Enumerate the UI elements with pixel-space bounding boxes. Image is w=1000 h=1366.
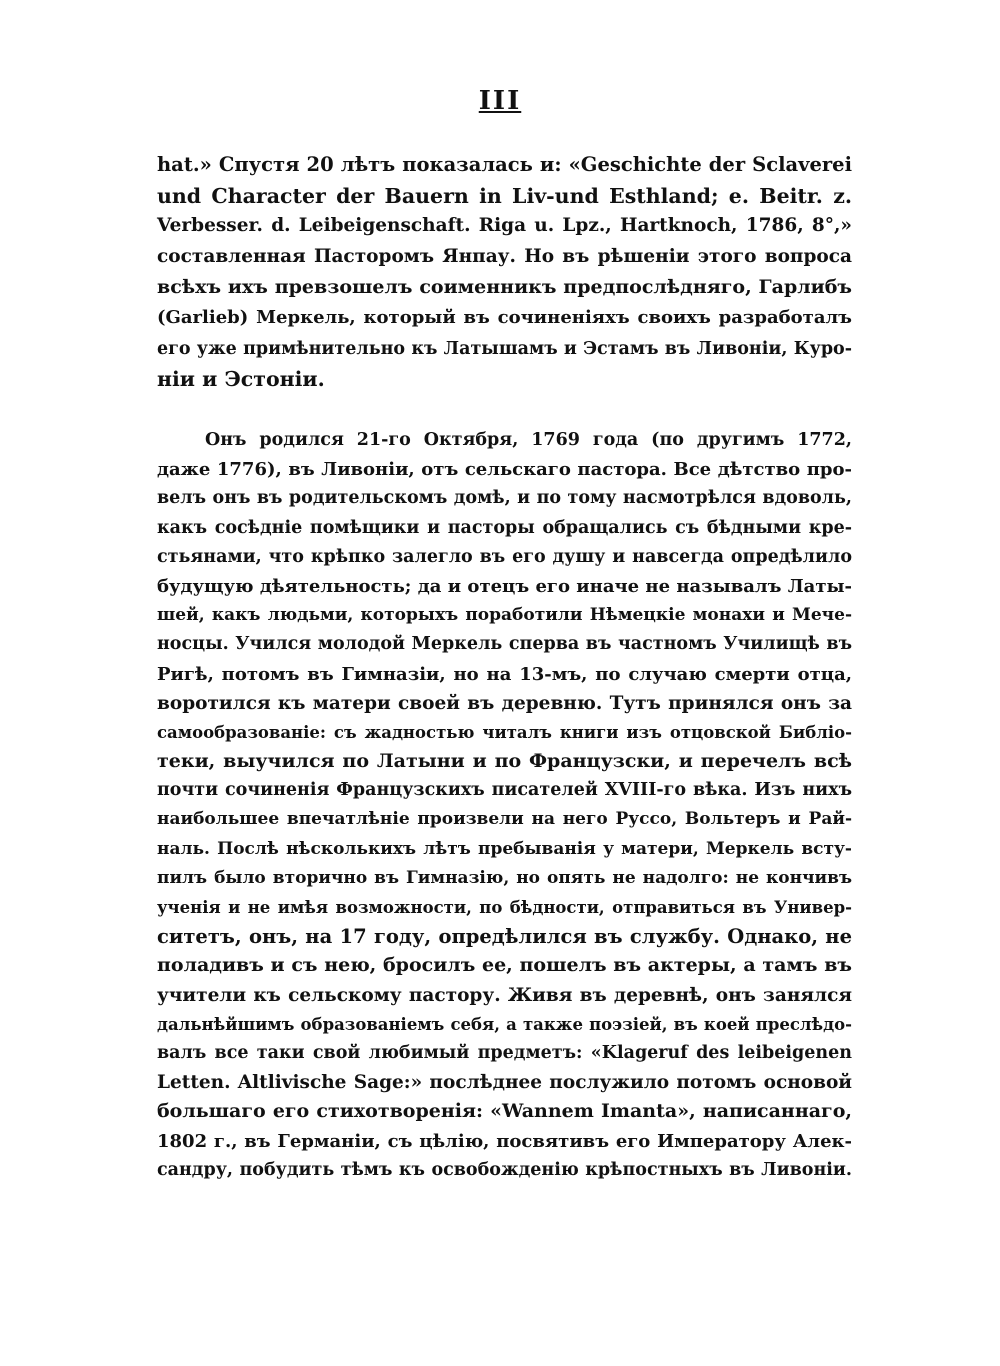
text-line: ученія и не имѣя возможности, по бѣдности, отправиться въ Универ- xyxy=(157,898,852,917)
text-line: шей, какъ людьми, которыхъ поработили Нѣмецкіе монахи и Мече- xyxy=(157,605,852,626)
text-line: воротился къ матери своей въ деревню. Тутъ принялся онъ за xyxy=(157,692,852,714)
text-line: Verbesser. d. Leibeigenschaft. Riga u. Lpz., Hartknoch, 1786, 8°,» xyxy=(157,215,852,237)
text-line: und Character der Bauern in Liv-und Esthland; e. Beitr. z. xyxy=(157,183,852,208)
paragraph-2 xyxy=(157,426,852,1185)
text-line: валъ все таки свой любимый предметъ: «Klageruf des leibeigenen xyxy=(157,1042,852,1063)
text-line: Ригѣ, потомъ въ Гимназіи, но на 13-мъ, по случаю смерти отца, xyxy=(157,663,852,685)
text-line: сандру, побудить тѣмъ къ освобожденію крѣпостныхъ въ Ливоніи. xyxy=(157,1159,852,1180)
text-line: ситетъ, онъ, на 17 году, опредѣлился въ службу. Однако, не xyxy=(157,925,852,949)
text-line: почти сочиненія Французскихъ писателей XVIII-го вѣка. Изъ нихъ xyxy=(157,780,852,801)
text-line: всѣхъ ихъ превзошелъ соименникъ предпослѣдняго, Гарлибъ xyxy=(157,276,852,299)
text-line: дальнѣйшимъ образованіемъ себя, а также поэзіей, въ коей преслѣдо- xyxy=(157,1014,852,1034)
text-line: большаго его стихотворенія: «Wannem Imanta», написаннаго, xyxy=(157,1100,852,1123)
text-line: носцы. Учился молодой Меркель сперва въ частномъ Училищѣ въ xyxy=(157,634,852,655)
text-line: составленная Пасторомъ Янпау. Но въ рѣшеніи этого вопроса xyxy=(157,245,852,267)
text-line: пилъ было вторично въ Гимназію, но опять не надолго: не кончивъ xyxy=(157,867,852,888)
text-line: Letten. Altlivische Sage:» послѣднее послужило потомъ основой xyxy=(157,1072,852,1094)
text-line: стьянами, что крѣпко залегло въ его душу и навсегда опредѣлило xyxy=(157,546,852,567)
text-line: наибольшее впечатлѣніе произвели на него Руссо, Вольтеръ и Рай- xyxy=(157,809,852,830)
text-line: теки, выучился по Латыни и по Французски, и перечелъ всѣ xyxy=(157,750,852,773)
text-line: hat.» Спустя 20 лѣтъ показалась и: «Geschichte der Sclaverei xyxy=(157,153,852,176)
text-line: велъ онъ въ родительскомъ домѣ, и по тому насмотрѣлся вдоволь, xyxy=(157,488,852,509)
text-line: учители къ сельскому пастору. Живя въ деревнѣ, онъ занялся xyxy=(157,984,852,1006)
text-line: его уже примѣнительно къ Латышамъ и Эстамъ въ Ливоніи, Куро- xyxy=(157,338,852,359)
text-line: ніи и Эстоніи. xyxy=(157,367,325,392)
paragraph-1 xyxy=(157,150,852,395)
text-line: (Garlieb) Меркель, который въ сочиненіяхъ своихъ разработалъ xyxy=(157,306,852,328)
page-number: III xyxy=(478,86,522,116)
text-line: будущую дѣятельность; да и отецъ его иначе не называлъ Латы- xyxy=(157,575,852,597)
text-line: наль. Послѣ нѣсколькихъ лѣтъ пребыванія у матери, Меркель всту- xyxy=(157,838,852,859)
text-line: поладивъ и съ нею, бросилъ ее, пошелъ въ актеры, а тамъ въ xyxy=(157,954,852,977)
text-line: даже 1776), въ Ливоніи, отъ сельскаго пастора. Все дѣтство про- xyxy=(157,459,852,481)
text-line: 1802 г., въ Германіи, съ цѣлію, посвятивъ его Императору Алек- xyxy=(157,1130,852,1152)
text-line: какъ сосѣдніе помѣщики и пасторы обращались съ бѣдными кре- xyxy=(157,517,852,538)
text-line: самообразованіе: съ жадностью читалъ книги изъ отцовской Библіо- xyxy=(157,722,852,742)
text-line: Онъ родился 21-го Октября, 1769 года (по другимъ 1772, xyxy=(205,430,852,450)
